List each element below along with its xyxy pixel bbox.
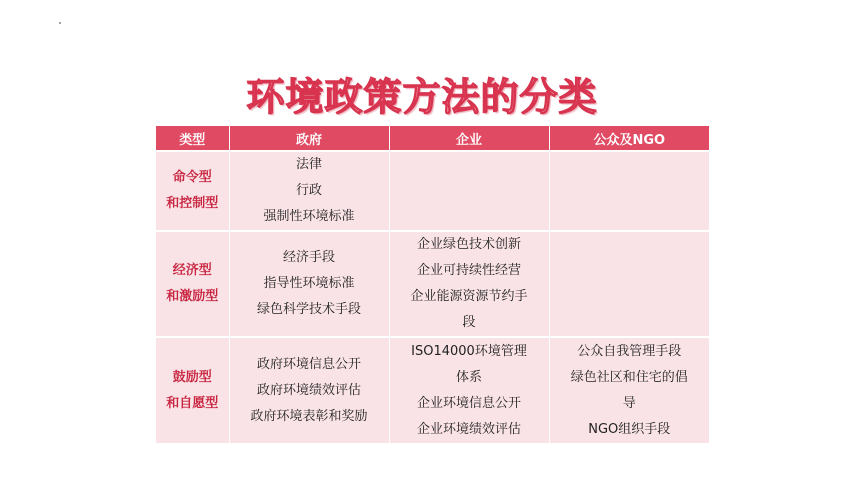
cell-text-line: 经济手段	[282, 250, 335, 265]
row-type	[156, 231, 229, 337]
cell-text-line: 企业环境信息公开	[416, 395, 521, 411]
table-header-row	[156, 126, 709, 151]
policy-classification-table	[156, 126, 709, 443]
row-type	[156, 151, 229, 231]
table-row	[156, 151, 709, 231]
cell-text-line: 企业能源资源节约手	[410, 289, 528, 304]
cell-enterprise	[389, 231, 549, 337]
table-row	[156, 231, 709, 337]
cell-public-ngo	[549, 151, 709, 231]
cell-text-line: 导	[622, 395, 636, 411]
cell-text-line: 和自愿型	[166, 395, 219, 411]
cell-text-line: 公众自我管理手段	[577, 343, 682, 359]
cell-text-line: NGO组织手段	[588, 421, 671, 437]
table-row	[156, 337, 709, 443]
cell-text-line: 行政	[295, 183, 322, 198]
cell-public-ngo	[549, 231, 709, 337]
cell-text-line: 政府环境信息公开	[256, 356, 361, 372]
cell-enterprise	[389, 151, 549, 231]
cell-text-line: 绿色社区和住宅的倡	[570, 369, 688, 385]
cell-text-line: 企业可持续性经营	[416, 263, 521, 278]
cell-text-line: 企业绿色技术创新	[416, 237, 521, 252]
cell-enterprise	[389, 337, 549, 443]
slide-marker-dot	[59, 22, 61, 24]
cell-text-line: 体系	[455, 369, 482, 385]
header-government: 政府	[229, 126, 389, 151]
cell-text-line: 政府环境表彰和奖励	[250, 408, 368, 424]
header-public-ngo: 公众及NGO	[549, 126, 709, 151]
cell-text-line: 绿色科学技术手段	[256, 302, 361, 317]
cell-government	[229, 337, 389, 443]
cell-text-line: 政府环境绩效评估	[256, 382, 361, 398]
cell-text-line: 企业环境绩效评估	[416, 421, 521, 437]
cell-government	[229, 231, 389, 337]
cell-text-line: 段	[462, 315, 476, 330]
cell-text-line: ISO14000环境管理	[411, 343, 527, 359]
row-type	[156, 337, 229, 443]
cell-text-line: 指导性环境标准	[263, 276, 355, 291]
cell-text-line: 鼓励型	[172, 369, 212, 385]
cell-text-line: 和激励型	[166, 289, 219, 304]
cell-text-line: 法律	[295, 157, 322, 172]
slide-title: 环境政策方法的分类	[246, 75, 598, 119]
cell-government	[229, 151, 389, 231]
cell-text-line: 和控制型	[166, 196, 219, 211]
header-type: 类型	[156, 126, 229, 151]
cell-public-ngo	[549, 337, 709, 443]
cell-text-line: 强制性环境标准	[263, 209, 355, 224]
header-enterprise: 企业	[389, 126, 549, 151]
cell-text-line: 命令型	[172, 170, 212, 185]
cell-text-line: 经济型	[172, 263, 212, 278]
